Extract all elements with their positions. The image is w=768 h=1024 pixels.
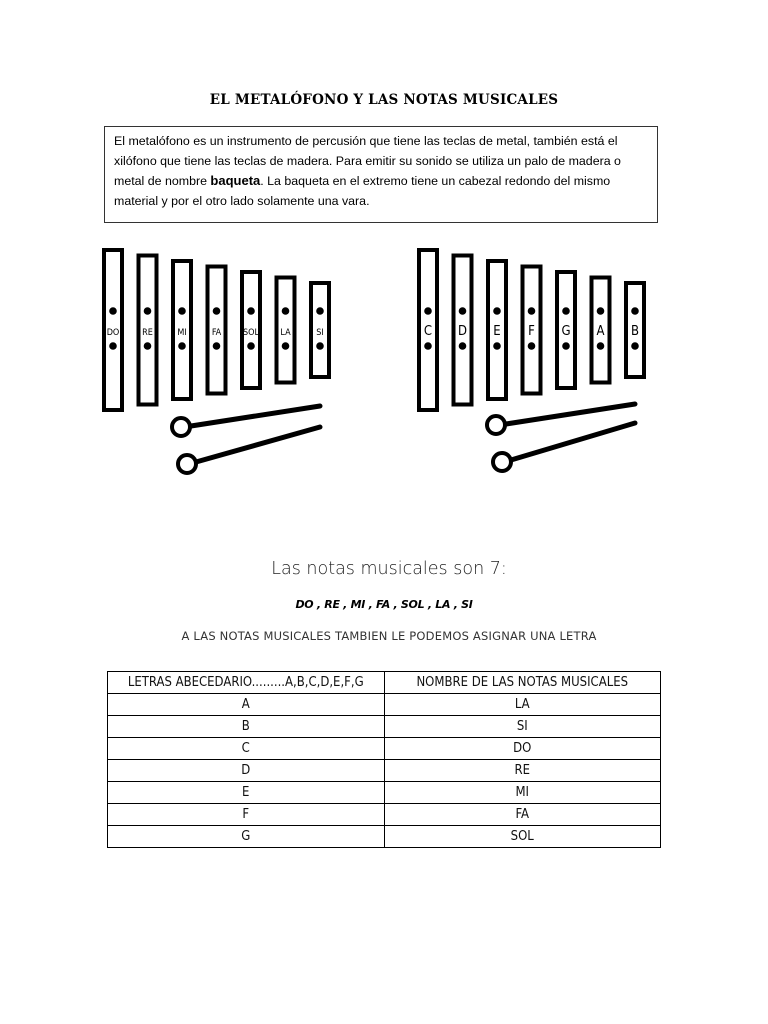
note-name-cell: SI [384, 716, 661, 738]
metallophone-illustration-left [98, 236, 338, 481]
xylophone-bar-label: D [457, 324, 468, 339]
metallophone-illustration-right [413, 236, 653, 481]
letter-cell: E [108, 782, 385, 804]
mallet-left-2 [178, 427, 320, 473]
page-title: EL METALÓFONO Y LAS NOTAS MUSICALES [209, 92, 559, 108]
letter-cell: D [108, 760, 385, 782]
table-row [108, 760, 661, 782]
intro-text-box [104, 126, 658, 223]
note-name-cell: FA [384, 804, 661, 826]
mallet-right-2 [493, 423, 635, 471]
xylophone-bar [104, 250, 122, 410]
letter-cell: G [108, 826, 385, 848]
letters-notes-table [107, 671, 661, 848]
xylophone-bar-label: FA [211, 328, 222, 338]
letter-cell: B [108, 716, 385, 738]
xylophone-bar-label: SOL [242, 328, 260, 338]
table-row [108, 738, 661, 760]
table-row [108, 826, 661, 848]
xylophone-bar [139, 256, 157, 405]
table-header-row [108, 672, 661, 694]
xylophone-bar [173, 261, 191, 399]
xylophone-bar-label: B [630, 324, 640, 339]
letter-cell: F [108, 804, 385, 826]
intro-bold-word: baqueta [210, 173, 261, 189]
xylophone-bar-label: SI [316, 328, 324, 338]
xylophone-bar [523, 267, 541, 394]
xylophone-bar [626, 283, 644, 377]
intro-text-start: El metalófono es un instrumento de percusión que tiene las teclas de metal, también está el xilófono que tiene las teclas de madera. Para emitir su sonido se utiliza un palo de madera o metal de nombre [114, 134, 621, 189]
letter-cell: C [108, 738, 385, 760]
xylophone-bar [242, 272, 260, 388]
note-name-cell: LA [384, 694, 661, 716]
xylophone-bar-label: DO [106, 328, 120, 338]
note-name-cell: DO [384, 738, 661, 760]
xylophone-bar [454, 256, 472, 405]
table-row [108, 694, 661, 716]
xylophone-bar-label: A [596, 324, 605, 339]
notes-list: DO , RE , MI , FA , SOL , LA , SI [295, 598, 473, 611]
xylophone-bar-label: C [423, 324, 433, 339]
xylophone-bar [277, 278, 295, 383]
note-name-cell: MI [384, 782, 661, 804]
xylophone-bar-label: F [528, 324, 535, 339]
xylophone-bar-label: E [493, 324, 501, 339]
notes-count-subtitle: Las notas musicales son 7: [271, 559, 507, 579]
letters-assignment-text: A LAS NOTAS MUSICALES TAMBIEN LE PODEMOS ASIGNAR UNA LETRA [181, 629, 597, 643]
xylophone-bar [208, 267, 226, 394]
xylophone-bar [419, 250, 437, 410]
header-letters: LETRAS ABECEDARIO.........A,B,C,D,E,F,G [108, 672, 385, 694]
note-name-cell: RE [384, 760, 661, 782]
table-row [108, 782, 661, 804]
table-row [108, 804, 661, 826]
xylophone-bar-label: LA [280, 328, 291, 338]
intro-text-end: . La baqueta en el extremo tiene un cabezal redondo del mismo material y por el otro lado solamente una vara. [114, 174, 611, 208]
xylophone-bar-label: MI [177, 328, 187, 338]
xylophone-bar [592, 278, 610, 383]
xylophone-bar-label: G [561, 324, 571, 339]
table-row [108, 716, 661, 738]
xylophone-bar [311, 283, 329, 377]
xylophone-bar [557, 272, 575, 388]
note-name-cell: SOL [384, 826, 661, 848]
header-note-names: NOMBRE DE LAS NOTAS MUSICALES [384, 672, 661, 694]
xylophone-bar [488, 261, 506, 399]
letter-cell: A [108, 694, 385, 716]
xylophone-bar-label: RE [142, 328, 153, 338]
